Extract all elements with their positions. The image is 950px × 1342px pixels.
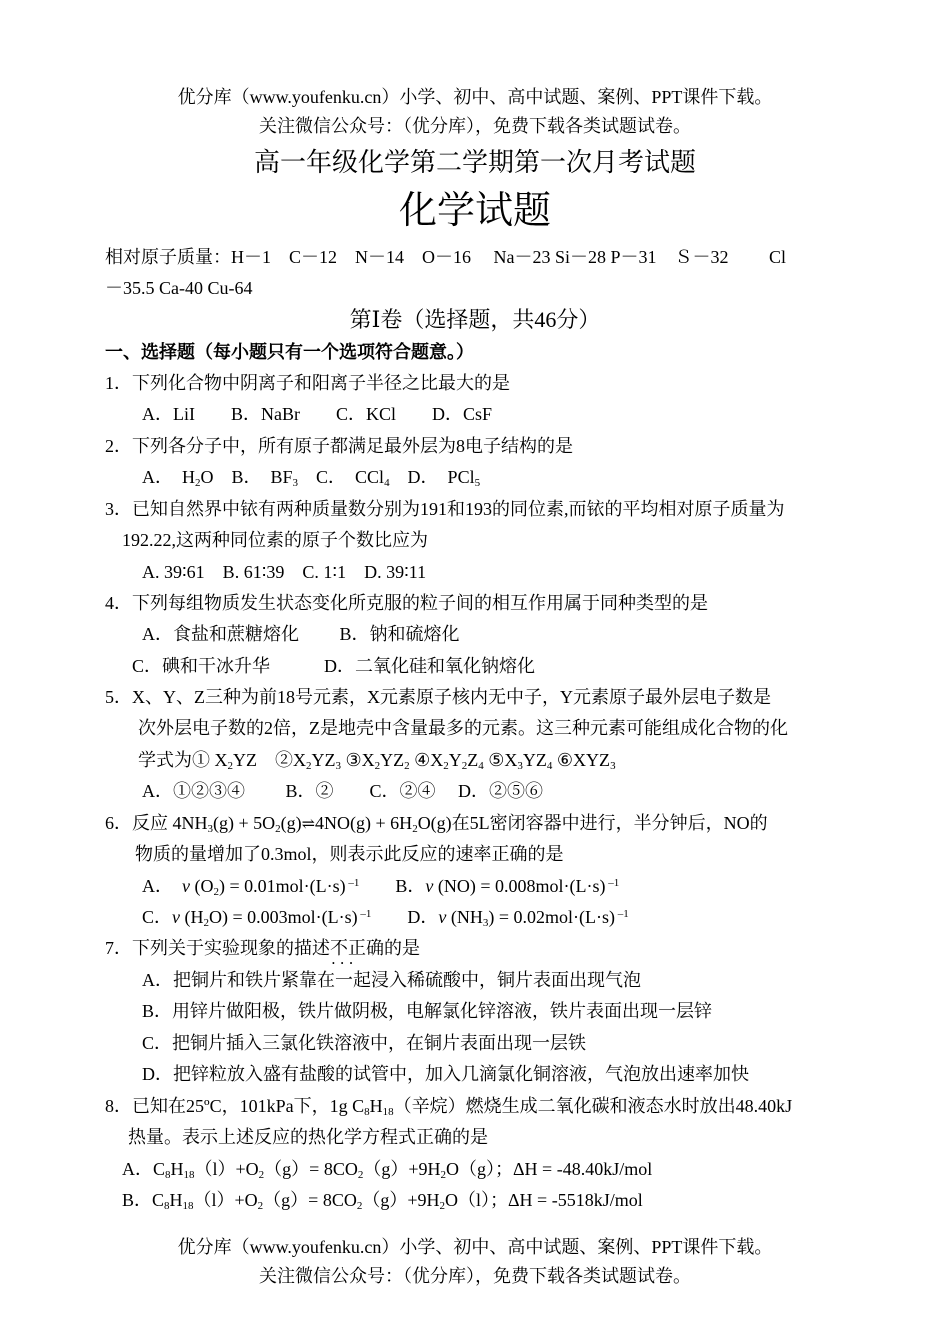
- q5-stem-3: 学式为① $X_2YZ$ $②X_2YZ_3$ $③X_2YZ_2$ $④X_2Y_2Z_4$ $⑤X_3YZ_4$ $⑥XYZ_3$: [138, 750, 616, 772]
- q8-option-b: B．$C_8H_{18}(l)+O_2(g)= 8CO_2(g)+9H_2O(l)$；ΔH = -5518kJ/mol: [122, 1190, 643, 1212]
- q6-stem-2: 物质的量增加了0.3mol，则表示此反应的速率正确的是: [135, 844, 564, 864]
- q7-stem-pre: 7．下列关于实验现象的描述: [105, 938, 330, 958]
- q4-options-ab: A．食盐和蔗糖熔化 B．钠和硫熔化: [142, 624, 460, 644]
- q5-options: A．①②③④ B．② C．②④ D．②⑤⑥: [142, 781, 544, 801]
- q7-option-b: B．用锌片做阳极，铁片做阴极，电解氯化锌溶液，铁片表面出现一层锌: [142, 1001, 713, 1021]
- q7-stem: [105, 937, 420, 959]
- q6-options-ab: A． v $(O_2) = 0.01mol\cdot(L\cdot s)$ $^{-1}$ B．v (NO) = 0.008mol·(L·s) $^{-1}$: [142, 876, 620, 898]
- q7-option-a: A．把铜片和铁片紧靠在一起浸入稀硫酸中，铜片表面出现气泡: [142, 970, 641, 990]
- q3-options: A. 39∶61 B. 61∶39 C. 1∶1 D. 39∶11: [142, 562, 427, 582]
- atomic-mass-line-2: －35.5 Ca-40 Cu-64: [105, 278, 253, 298]
- q1-stem: 1．下列化合物中阴离子和阳离子半径之比最大的是: [105, 373, 510, 393]
- part1-title: 第Ⅰ卷（选择题，共46分）: [349, 307, 601, 332]
- q5-stem-1: 5．X、Y、Z三种为前18号元素，X元素原子核内无中子，Y元素原子最外层电子数是: [105, 687, 771, 707]
- q2-stem: 2．下列各分子中，所有原子都满足最外层为8电子结构的是: [105, 436, 573, 456]
- q6-stem-1: 6．反应 $4NH_3(g)$ + $5O_2(g)\rightleftharpoons 4NO(g) + 6H_2O(g)$在5L密闭容器中进行，半分钟后，NO的: [105, 813, 768, 835]
- atomic-mass-line-1: 相对原子质量：H－1 C－12 N－14 O－16 Na－23 Si－28 P－31 Ｓ－32 Cl: [105, 247, 787, 267]
- q8-stem-1: 8．已知在25ºC，101kPa下，1g $C_8H_{18}$（辛烷）燃烧生成二氧化碳和液态水时放出48.40kJ: [105, 1096, 793, 1118]
- q3-stem-2: 192.22,这两种同位素的原子个数比应为: [122, 530, 428, 550]
- header-line-1: 优分库（www.youfenku.cn）小学、初中、高中试题、案例、PPT课件下载。: [177, 87, 773, 107]
- exam-subtitle: 化学试题: [398, 190, 551, 232]
- q8-option-a: A．$C_8H_{18}(l)+O_2(g)= 8CO_2(g)+9H_2O(g)$；ΔH = -48.40kJ/mol: [122, 1159, 653, 1181]
- q7-option-d: D．把锌粒放入盛有盐酸的试管中，加入几滴氯化铜溶液，气泡放出速率加快: [142, 1064, 749, 1084]
- q3-stem-1: 3．已知自然界中铱有两种质量数分别为191和193的同位素,而铱的平均相对原子质量为: [105, 499, 785, 519]
- footer-line-1: 优分库（www.youfenku.cn）小学、初中、高中试题、案例、PPT课件下载。: [177, 1237, 773, 1257]
- section-1-heading: 一、选择题（每小题只有一个选项符合题意。）: [105, 342, 474, 362]
- q5-stem-2: 次外层电子数的2倍，Z是地壳中含量最多的元素。这三种元素可能组成化合物的化: [138, 718, 788, 738]
- q7-stem-emphasis: 不正确 • • •: [330, 937, 384, 959]
- q1-options: A．LiI B．NaBr C．KCl D．CsF: [142, 404, 493, 424]
- footer-line-2: 关注微信公众号：（优分库），免费下载各类试题试卷。: [259, 1266, 691, 1286]
- q7-stem-post: 的是: [384, 938, 420, 958]
- exam-title: 高一年级化学第二学期第一次月考试题: [253, 148, 696, 177]
- header-line-2: 关注微信公众号：（优分库），免费下载各类试题试卷。: [259, 116, 691, 136]
- q7-option-c: C．把铜片插入三氯化铁溶液中，在铜片表面出现一层铁: [142, 1033, 587, 1053]
- q6-options-cd: C．v $(H_2O) = 0.003mol\cdot(L\cdot s)$ $^{-1}$ D．v $(NH_3) = 0.02mol\cdot(L\cdot s)$ $^{-1}$: [142, 907, 629, 929]
- q2-options: A． $H_2O$ B． $BF_3$ C． CCl$_4$ D． PCl$_5$: [142, 467, 481, 489]
- q4-stem: 4．下列每组物质发生状态变化所克服的粒子间的相互作用属于同种类型的是: [105, 593, 708, 613]
- q8-stem-2: 热量。表示上述反应的热化学方程式正确的是: [128, 1127, 488, 1147]
- q4-options-cd: C．碘和干冰升华 D．二氧化硅和氧化钠熔化: [132, 656, 536, 676]
